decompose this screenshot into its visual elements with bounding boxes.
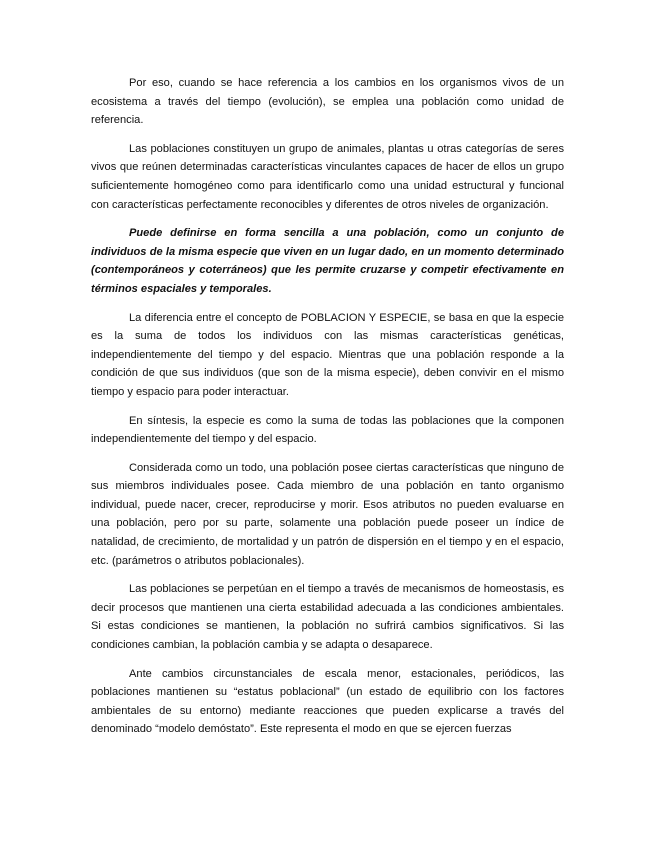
paragraph-sintesis: En síntesis, la especie es como la suma de todas las poblaciones que la componen independientemente del tiempo y del espacio. — [91, 414, 564, 446]
paragraph-definicion-destacada: Puede definirse en forma sencilla a una población, como un conjunto de individuos de la misma especie que viven en un lugar dado, en un momento determinado (contemporáneos y coterráneos) que les permite cruzarse y competir efectivamente en términos espaciales y temporales. — [91, 227, 564, 295]
document-page — [91, 74, 564, 749]
paragraph-cambios-circunstanciales: Ante cambios circunstanciales de escala menor, estacionales, periódicos, las poblaciones mantienen su “estatus poblacional” (un estado de equilibrio con los factores ambientales de su entorno) mediante reacciones que pueden explicarse a través del denominado “modelo demóstato”. Este representa el modo en que se ejercen fuerzas — [91, 667, 564, 736]
paragraph-poblaciones-definicion: Las poblaciones constituyen un grupo de animales, plantas u otras categorías de seres vivos que reúnen determinadas características vinculantes capaces de hacer de ellos un grupo suficientemente homogéneo como para identificarlo como una unidad estructural y funcional con características perfectamente reconocibles y diferentes de otros niveles de organización. — [91, 142, 564, 211]
paragraph-poblacion-vs-especie: La diferencia entre el concepto de POBLACION Y ESPECIE, se basa en que la especie es la suma de todos los individuos con las mismas características genéticas, independientemente del tiempo y del espacio. Mientras que una población responde a la condición de que sus individuos (que son de la misma especie), deben convivir en el mismo tiempo y espacio para poder interactuar. — [91, 311, 564, 398]
paragraph-caracteristicas: Considerada como un todo, una población posee ciertas características que ninguno de sus miembros individuales posee. Cada miembro de una población en tanto organismo individual, puede nacer, crecer, reproducirse y morir. Esos atributos no pueden evaluarse en una población, pero por su parte, solamente una población puede poseer un índice de natalidad, de crecimiento, de mortalidad y un patrón de dispersión en el tiempo y en el espacio, etc. (parámetros o atributos poblacionales). — [91, 461, 564, 567]
paragraph-intro: Por eso, cuando se hace referencia a los cambios en los organismos vivos de un ecosistema a través del tiempo (evolución), se emplea una población como unidad de referencia. — [91, 77, 564, 127]
paragraph-homeostasis: Las poblaciones se perpetúan en el tiempo a través de mecanismos de homeostasis, es decir procesos que mantienen una cierta estabilidad adecuada a las condiciones ambientales. Si estas condiciones se mantienen, la población no sufrirá cambios significativos. Si las condiciones cambian, la población cambia y se adapta o desaparece. — [91, 583, 564, 652]
